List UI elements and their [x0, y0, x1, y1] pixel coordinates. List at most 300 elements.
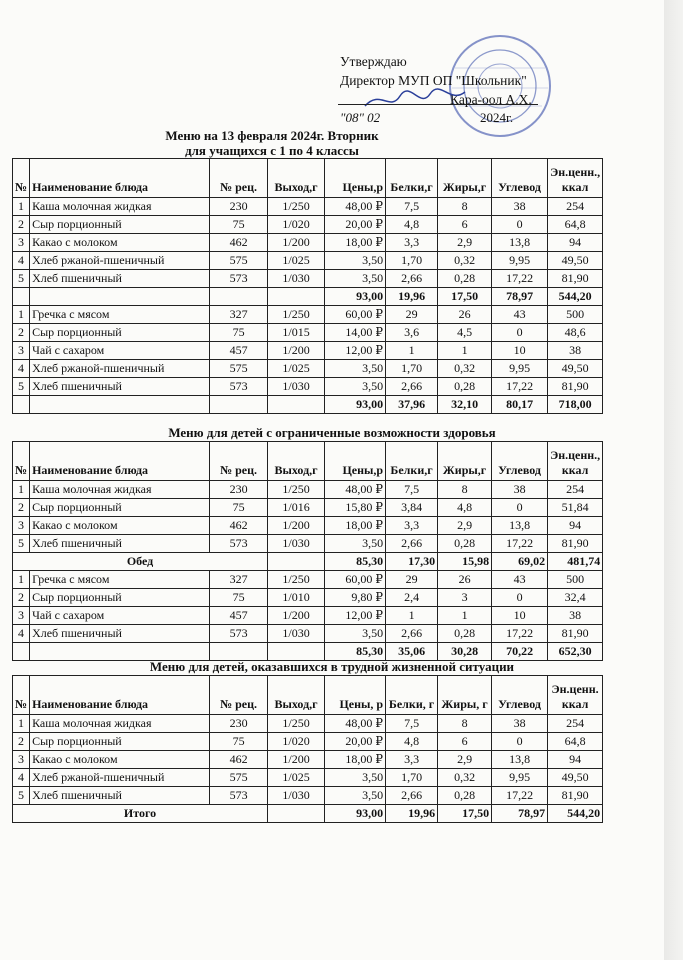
- table-cell: [268, 643, 325, 661]
- table-cell: 13,8: [492, 234, 548, 252]
- table-cell: Выход,г: [268, 442, 325, 481]
- table-cell: 78,97: [492, 288, 548, 306]
- table-cell: 573: [210, 535, 268, 553]
- table-cell: 81,90: [548, 270, 603, 288]
- table-cell: 48,00 ₽: [325, 715, 386, 733]
- table-cell: Цены,р: [325, 159, 386, 198]
- table-cell: 81,90: [548, 787, 603, 805]
- table-row: [13, 751, 603, 769]
- table-cell: 75: [210, 733, 268, 751]
- table-cell: Какао с молоком: [30, 234, 210, 252]
- table-cell: 60,00 ₽: [325, 571, 386, 589]
- table-cell: Гречка с мясом: [30, 571, 210, 589]
- table-cell: [268, 805, 325, 823]
- menu-title: Меню на 13 февраля 2024г. Вторник: [165, 128, 379, 143]
- table-cell: 94: [548, 517, 603, 535]
- table-cell: Сыр порционный: [30, 733, 210, 751]
- table-cell: 7,5: [386, 481, 438, 499]
- table-cell: 3,6: [386, 324, 438, 342]
- table-cell: 3,50: [325, 270, 386, 288]
- table-cell: 37,96: [386, 396, 438, 414]
- table-cell: 0: [492, 733, 548, 751]
- table-cell: 60,00 ₽: [325, 306, 386, 324]
- table-row: [13, 715, 603, 733]
- table-cell: [210, 643, 268, 661]
- table-cell: 2,66: [386, 270, 438, 288]
- table-total-row: [13, 643, 603, 661]
- table-cell: 4: [13, 625, 30, 643]
- table-cell: 93,00: [325, 805, 386, 823]
- table-cell: 19,96: [386, 288, 438, 306]
- table-cell: Сыр порционный: [30, 499, 210, 517]
- table-cell: 32,4: [548, 589, 603, 607]
- table-cell: 48,6: [548, 324, 603, 342]
- table-cell: 254: [548, 481, 603, 499]
- table-cell: 5: [13, 270, 30, 288]
- table-cell: 2: [13, 589, 30, 607]
- table-cell: 17,22: [492, 378, 548, 396]
- table-header-row: [13, 676, 603, 715]
- table-cell: 7,5: [386, 198, 438, 216]
- table-row: [13, 787, 603, 805]
- table-cell: 49,50: [548, 769, 603, 787]
- table-cell: 462: [210, 751, 268, 769]
- table-cell: Белки,г: [386, 159, 438, 198]
- table-row: [13, 306, 603, 324]
- table-cell: 1/025: [268, 252, 325, 270]
- table-cell: 17,22: [492, 787, 548, 805]
- table-cell: 70,22: [492, 643, 548, 661]
- table-row: [13, 607, 603, 625]
- table-cell: Сыр порционный: [30, 216, 210, 234]
- table-cell: 38: [492, 715, 548, 733]
- table-row: [13, 198, 603, 216]
- table-cell: 4,5: [438, 324, 492, 342]
- table-cell: 48,00 ₽: [325, 198, 386, 216]
- total-label: Итого: [13, 805, 268, 823]
- table-cell: 4: [13, 360, 30, 378]
- table-cell: 5: [13, 787, 30, 805]
- table-cell: 9,95: [492, 769, 548, 787]
- table-cell: 1/200: [268, 517, 325, 535]
- table-cell: №: [13, 159, 30, 198]
- table-cell: 2: [13, 733, 30, 751]
- table-cell: [30, 288, 210, 306]
- table-cell: Хлеб пшеничный: [30, 787, 210, 805]
- table-cell: 1: [438, 342, 492, 360]
- table-cell: Чай с сахаром: [30, 342, 210, 360]
- table-cell: 327: [210, 306, 268, 324]
- table-cell: 17,50: [438, 288, 492, 306]
- table-cell: 26: [438, 306, 492, 324]
- table-cell: 15,98: [438, 553, 492, 571]
- table-cell: 7,5: [386, 715, 438, 733]
- table-cell: 1/250: [268, 198, 325, 216]
- table-cell: 75: [210, 589, 268, 607]
- table-cell: 43: [492, 306, 548, 324]
- table-cell: 5: [13, 535, 30, 553]
- table-cell: 0,32: [438, 360, 492, 378]
- table-cell: 500: [548, 571, 603, 589]
- table-cell: 15,80 ₽: [325, 499, 386, 517]
- table-cell: 652,30: [548, 643, 603, 661]
- approval-date: "08" 02 2024г.: [340, 110, 514, 125]
- table-cell: 575: [210, 769, 268, 787]
- table-cell: Сыр порционный: [30, 324, 210, 342]
- table-cell: 573: [210, 378, 268, 396]
- table-cell: 17,22: [492, 625, 548, 643]
- table-cell: Чай с сахаром: [30, 607, 210, 625]
- table-cell: 0,28: [438, 535, 492, 553]
- table-cell: 94: [548, 234, 603, 252]
- table-cell: 18,00 ₽: [325, 751, 386, 769]
- table-cell: 0,28: [438, 378, 492, 396]
- table-row: [13, 481, 603, 499]
- table-cell: 3: [13, 234, 30, 252]
- table-cell: 1/200: [268, 751, 325, 769]
- table-cell: 38: [548, 607, 603, 625]
- table-cell: 573: [210, 625, 268, 643]
- table-cell: 13,8: [492, 751, 548, 769]
- table-cell: 2: [13, 216, 30, 234]
- table-cell: 32,10: [438, 396, 492, 414]
- table-cell: [30, 396, 210, 414]
- table-cell: 1/030: [268, 625, 325, 643]
- table-cell: 6: [438, 216, 492, 234]
- table-cell: 3: [438, 589, 492, 607]
- table-cell: Жиры,г: [438, 442, 492, 481]
- table-cell: 12,00 ₽: [325, 342, 386, 360]
- table-cell: Хлеб пшеничный: [30, 270, 210, 288]
- table-cell: 2,66: [386, 535, 438, 553]
- table-cell: 1/020: [268, 733, 325, 751]
- table-cell: 26: [438, 571, 492, 589]
- table-cell: Каша молочная жидкая: [30, 481, 210, 499]
- table-cell: 544,20: [548, 805, 603, 823]
- table-cell: 230: [210, 198, 268, 216]
- table-total-row: [13, 396, 603, 414]
- table-cell: 1/250: [268, 481, 325, 499]
- table-cell: 1/200: [268, 607, 325, 625]
- table-cell: 17,50: [438, 805, 492, 823]
- table-cell: Какао с молоком: [30, 517, 210, 535]
- table-cell: 29: [386, 306, 438, 324]
- table-cell: 81,90: [548, 378, 603, 396]
- section-title-ovz: Меню для детей с ограниченные возможности здоровья: [168, 425, 496, 440]
- table-row: [13, 360, 603, 378]
- table-cell: 75: [210, 324, 268, 342]
- table-cell: 19,96: [386, 805, 438, 823]
- table-cell: 1/030: [268, 787, 325, 805]
- table-cell: Белки,г: [386, 442, 438, 481]
- table-cell: 8: [438, 481, 492, 499]
- table-cell: Жиры,г: [438, 159, 492, 198]
- table-header-row: [13, 442, 603, 481]
- table-cell: 2,9: [438, 517, 492, 535]
- table-cell: Жиры, г: [438, 676, 492, 715]
- menu-table-primary: [12, 158, 603, 414]
- table-cell: 17,22: [492, 270, 548, 288]
- table-cell: 1: [386, 607, 438, 625]
- table-cell: 4,8: [438, 499, 492, 517]
- table-cell: 18,00 ₽: [325, 517, 386, 535]
- menu-table-ovz: [12, 441, 603, 661]
- table-cell: 2,66: [386, 787, 438, 805]
- table-cell: 9,80 ₽: [325, 589, 386, 607]
- table-cell: 38: [548, 342, 603, 360]
- table-row: [13, 517, 603, 535]
- approval-position: Директор МУП ОП "Школьник": [340, 73, 527, 88]
- table-cell: Каша молочная жидкая: [30, 198, 210, 216]
- table-cell: 1/030: [268, 270, 325, 288]
- table-cell: Наименование блюда: [30, 442, 210, 481]
- table-cell: 230: [210, 481, 268, 499]
- table-cell: 462: [210, 234, 268, 252]
- table-cell: 1: [386, 342, 438, 360]
- table-cell: 457: [210, 607, 268, 625]
- table-cell: 10: [492, 607, 548, 625]
- table-cell: Выход,г: [268, 676, 325, 715]
- table-cell: Цены,р: [325, 442, 386, 481]
- table-cell: 0,32: [438, 769, 492, 787]
- table-cell: 8: [438, 198, 492, 216]
- table-cell: 230: [210, 715, 268, 733]
- table-cell: 1/030: [268, 535, 325, 553]
- table-cell: 573: [210, 270, 268, 288]
- table-cell: 0: [492, 216, 548, 234]
- table-cell: 500: [548, 306, 603, 324]
- table-cell: Углевод: [492, 159, 548, 198]
- table-cell: Хлеб ржаной-пшеничный: [30, 769, 210, 787]
- table-cell: 49,50: [548, 360, 603, 378]
- table-cell: 1: [13, 715, 30, 733]
- table-cell: 3,50: [325, 625, 386, 643]
- table-row: [13, 324, 603, 342]
- table-cell: 93,00: [325, 396, 386, 414]
- table-cell: 75: [210, 216, 268, 234]
- table-row: [13, 733, 603, 751]
- table-cell: 80,17: [492, 396, 548, 414]
- table-row: [13, 270, 603, 288]
- table-cell: 2: [13, 499, 30, 517]
- table-cell: 1/010: [268, 589, 325, 607]
- table-cell: [13, 288, 30, 306]
- table-cell: 0: [492, 499, 548, 517]
- table-cell: 2,9: [438, 751, 492, 769]
- table-cell: [210, 396, 268, 414]
- table-cell: [13, 396, 30, 414]
- table-row: [13, 589, 603, 607]
- table-cell: 5: [13, 378, 30, 396]
- table-cell: 29: [386, 571, 438, 589]
- approval-name: Кара-оол А.Х.: [450, 92, 532, 107]
- table-cell: 85,30: [325, 553, 386, 571]
- table-cell: 3,50: [325, 252, 386, 270]
- table-cell: Хлеб ржаной-пшеничный: [30, 360, 210, 378]
- table-cell: [268, 288, 325, 306]
- table-cell: Наименование блюда: [30, 159, 210, 198]
- table-cell: 0,32: [438, 252, 492, 270]
- table-cell: 1,70: [386, 769, 438, 787]
- table-cell: 462: [210, 517, 268, 535]
- table-cell: 51,84: [548, 499, 603, 517]
- table-cell: 1,70: [386, 252, 438, 270]
- table-cell: 1/025: [268, 769, 325, 787]
- table-cell: 2,4: [386, 589, 438, 607]
- table-cell: Эн.ценн., ккал: [548, 442, 603, 481]
- table-row: [13, 252, 603, 270]
- table-cell: 1/025: [268, 360, 325, 378]
- table-cell: 2: [13, 324, 30, 342]
- table-cell: Хлеб пшеничный: [30, 625, 210, 643]
- table-cell: Хлеб пшеничный: [30, 535, 210, 553]
- table-cell: 3,3: [386, 517, 438, 535]
- table-row: [13, 769, 603, 787]
- table-cell: 573: [210, 787, 268, 805]
- section-title-tzhs: Меню для детей, оказавшихся в трудной жизненной ситуации: [149, 659, 515, 674]
- table-cell: 3,50: [325, 535, 386, 553]
- table-cell: [13, 643, 30, 661]
- table-cell: Хлеб пшеничный: [30, 378, 210, 396]
- table-cell: 1: [438, 607, 492, 625]
- table-cell: 3: [13, 607, 30, 625]
- table-cell: 1: [13, 306, 30, 324]
- table-cell: 38: [492, 481, 548, 499]
- table-cell: [268, 553, 325, 571]
- table-cell: 4,8: [386, 733, 438, 751]
- table-cell: Каша молочная жидкая: [30, 715, 210, 733]
- table-cell: 64,8: [548, 733, 603, 751]
- table-cell: 20,00 ₽: [325, 733, 386, 751]
- table-cell: 13,8: [492, 517, 548, 535]
- table-cell: 4,8: [386, 216, 438, 234]
- table-cell: 1/250: [268, 715, 325, 733]
- table-cell: Наименование блюда: [30, 676, 210, 715]
- table-cell: 1/250: [268, 306, 325, 324]
- table-cell: 1/020: [268, 216, 325, 234]
- table-cell: 64,8: [548, 216, 603, 234]
- table-cell: 3,3: [386, 751, 438, 769]
- table-cell: 3,50: [325, 378, 386, 396]
- table-cell: 78,97: [492, 805, 548, 823]
- table-cell: Углевод: [492, 676, 548, 715]
- table-cell: 1/016: [268, 499, 325, 517]
- table-row: [13, 342, 603, 360]
- table-cell: 718,00: [548, 396, 603, 414]
- table-row: [13, 234, 603, 252]
- table-cell: №: [13, 442, 30, 481]
- table-cell: 18,00 ₽: [325, 234, 386, 252]
- table-cell: Какао с молоком: [30, 751, 210, 769]
- table-row: [13, 216, 603, 234]
- table-cell: 4: [13, 769, 30, 787]
- table-cell: 3,50: [325, 787, 386, 805]
- menu-table-tzhs: [12, 675, 603, 823]
- table-cell: 6: [438, 733, 492, 751]
- table-cell: №: [13, 676, 30, 715]
- table-cell: Эн.ценн. ккал: [548, 676, 603, 715]
- table-cell: 457: [210, 342, 268, 360]
- table-row: [13, 535, 603, 553]
- table-cell: 2,66: [386, 625, 438, 643]
- table-cell: 254: [548, 198, 603, 216]
- table-cell: 43: [492, 571, 548, 589]
- table-cell: 1/200: [268, 234, 325, 252]
- table-cell: Цены, р: [325, 676, 386, 715]
- table-cell: 3,50: [325, 769, 386, 787]
- table-cell: 8: [438, 715, 492, 733]
- table-cell: Хлеб ржаной-пшеничный: [30, 252, 210, 270]
- table-cell: [268, 396, 325, 414]
- table-cell: 10: [492, 342, 548, 360]
- table-row: [13, 625, 603, 643]
- table-total-row: [13, 288, 603, 306]
- table-cell: 3,50: [325, 360, 386, 378]
- table-cell: 481,74: [548, 553, 603, 571]
- table-cell: Белки, г: [386, 676, 438, 715]
- approval-heading: Утверждаю: [340, 54, 407, 69]
- table-cell: 575: [210, 252, 268, 270]
- table-cell: 1/200: [268, 342, 325, 360]
- table-cell: 94: [548, 751, 603, 769]
- table-cell: 1/015: [268, 324, 325, 342]
- table-cell: 0,28: [438, 625, 492, 643]
- table-row: [13, 378, 603, 396]
- page-edge: [664, 0, 683, 960]
- table-cell: Эн.ценн., ккал: [548, 159, 603, 198]
- table-cell: 48,00 ₽: [325, 481, 386, 499]
- table-cell: 0: [492, 589, 548, 607]
- table-cell: Выход,г: [268, 159, 325, 198]
- table-cell: 3: [13, 342, 30, 360]
- table-cell: 575: [210, 360, 268, 378]
- table-cell: 75: [210, 499, 268, 517]
- table-cell: 69,02: [492, 553, 548, 571]
- table-cell: 38: [492, 198, 548, 216]
- table-cell: 93,00: [325, 288, 386, 306]
- table-row: [13, 499, 603, 517]
- table-cell: 1: [13, 198, 30, 216]
- table-cell: 35,06: [386, 643, 438, 661]
- table-cell: 0,28: [438, 787, 492, 805]
- table-cell: 1: [13, 481, 30, 499]
- table-total-row: [13, 805, 603, 823]
- table-cell: Углевод: [492, 442, 548, 481]
- table-cell: [30, 643, 210, 661]
- table-cell: 12,00 ₽: [325, 607, 386, 625]
- table-cell: № рец.: [210, 676, 268, 715]
- table-cell: 14,00 ₽: [325, 324, 386, 342]
- table-cell: 81,90: [548, 625, 603, 643]
- table-cell: 2,9: [438, 234, 492, 252]
- table-cell: 1/030: [268, 378, 325, 396]
- total-label: Обед: [13, 553, 268, 571]
- table-row: [13, 571, 603, 589]
- table-cell: 0,28: [438, 270, 492, 288]
- table-cell: 1,70: [386, 360, 438, 378]
- table-cell: Гречка с мясом: [30, 306, 210, 324]
- table-cell: 0: [492, 324, 548, 342]
- signature-line: [338, 104, 538, 105]
- table-cell: 17,30: [386, 553, 438, 571]
- table-cell: 49,50: [548, 252, 603, 270]
- menu-subtitle: для учащихся с 1 по 4 классы: [185, 143, 359, 158]
- table-cell: 327: [210, 571, 268, 589]
- table-cell: 2,66: [386, 378, 438, 396]
- table-cell: 3,84: [386, 499, 438, 517]
- table-cell: 85,30: [325, 643, 386, 661]
- table-cell: 1/250: [268, 571, 325, 589]
